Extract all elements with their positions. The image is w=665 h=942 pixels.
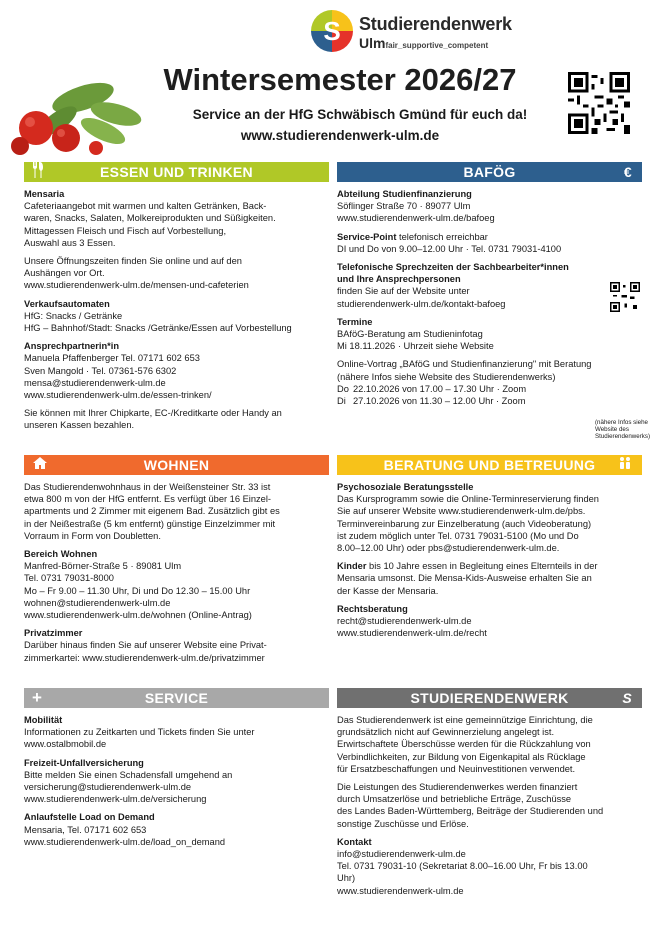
logo-circle-icon <box>311 10 353 52</box>
wohnen-intro-1: Das Studierendenwohnhaus in der Weißensteiner Str. 33 ist <box>24 482 271 492</box>
studierendenwerk-heading: STUDIERENDENWERK <box>410 690 569 706</box>
ansprech-web-link[interactable]: www.studierendenwerk-ulm.de/essen-trinken/ <box>24 390 212 401</box>
kinder-heading: Kinder <box>337 561 367 572</box>
sw-p2-4: sonstige Zuschüsse und Erlöse. <box>337 818 469 829</box>
oeffnung-text-1: Unsere Öffnungszeiten finden Sie online und auf den <box>24 256 242 267</box>
ansprech-text-1: Manuela Pfaffenberger Tel. 07171 602 653 <box>24 353 200 364</box>
kontakt-heading: Kontakt <box>337 836 372 847</box>
kontakt-text-tel-2: Uhr) <box>337 873 356 884</box>
bafoeg-section <box>337 162 651 440</box>
sw-p1-5: für Ersatzbeschaffungen und Neuinvestitionen verwendet. <box>337 763 576 774</box>
psycho-text-5: 8.00–12.00 Uhr) oder pbs@studierendenwerk-ulm.de. <box>337 543 560 554</box>
studierendenwerk-content <box>337 714 642 897</box>
beratung-section <box>337 455 642 639</box>
termine-text-1: BAföG-Beratung am Studieninfotag <box>337 329 483 340</box>
termine-text-2: Mi 18.11.2026 · Uhrzeit siehe Website <box>337 341 494 352</box>
online-date-2: Di 27.10.2026 von 11.30 – 12.00 Uhr · Zoom <box>337 396 526 407</box>
unfall-email-link[interactable]: versicherung@studierendenwerk-ulm.de <box>24 782 192 793</box>
servicepoint-heading-rest: telefonisch erreichbar <box>396 231 488 242</box>
psycho-text-3: Terminvereinbarung zur Einzelberatung (auch Videoberatung) <box>337 518 592 529</box>
svg-text:S: S <box>323 16 341 46</box>
wohnen-intro-4: in der Neißestraße (5 km entfernt) günstige Einzelzimmer mit <box>24 518 276 529</box>
brand-line1: Studierendenwerk <box>359 14 512 34</box>
essen-heading-bar <box>24 162 329 182</box>
tomato-basil-image <box>8 76 148 156</box>
zahlen-text-2: unseren Kassen bezahlen. <box>24 420 135 431</box>
online-note: (nähere Infos siehe Website des Studierendenwerks) <box>595 419 651 440</box>
service-section <box>24 688 329 848</box>
bereich-text-2: Tel. 0731 79031-8000 <box>24 573 114 584</box>
page-subtitle: Service an der HfG Schwäbisch Gmünd für euch da! <box>192 107 528 122</box>
kontakt-text-tel: Tel. 0731 79031-10 (Sekretariat 8.00–16.00 Uhr, Fr bis 13.00 <box>337 861 588 872</box>
load-link[interactable]: www.studierendenwerk-ulm.de/load_on_demand <box>24 836 226 847</box>
psycho-text-4: ist zudem möglich unter Tel. 0731 79031-5100 (Mo und Do <box>337 530 579 541</box>
people-icon <box>618 455 632 475</box>
euro-icon: € <box>623 164 632 180</box>
telsprech-heading-2: und Ihre Ansprechpersonen <box>337 274 461 285</box>
brand-line2: Ulmfair_supportive_competent <box>359 35 489 51</box>
kinder-text-2: Mensaria umsonst. Die Mensa-Kids-Ausweise erhalten Sie an <box>337 573 592 584</box>
telsprech-link[interactable]: studierendenwerk-ulm.de/kontakt-bafoeg <box>337 298 506 309</box>
bafoeg-content <box>337 188 651 440</box>
wohnen-heading: WOHNEN <box>143 457 210 473</box>
sw-p1-2: grundsätzlich nicht auf Gewinnerzielung angelegt ist. <box>337 727 555 738</box>
beratung-content <box>337 481 642 639</box>
brand-tagline: fair_supportive_competent <box>385 41 489 50</box>
essen-heading: ESSEN UND TRINKEN <box>100 164 253 180</box>
abt-heading: Abteilung Studienfinanzierung <box>337 189 472 199</box>
kinder-text-1: Kinder bis 10 Jahre essen in Begleitung eines Elternteils in der <box>337 561 598 572</box>
sw-p1-4: Verbindlichkeiten, zur Bildung von Eigenkapital als Rücklage <box>337 751 586 762</box>
home-icon <box>32 455 48 475</box>
oeffnung-link[interactable]: www.studierendenwerk-ulm.de/mensen-und-cafeterien <box>24 280 249 291</box>
bereich-text-1: Manfred-Börner-Straße 5 · 89081 Ulm <box>24 561 182 572</box>
telsprech-heading-1: Telefonische Sprechzeiten der Sachbearbeiter*innen <box>337 262 569 273</box>
wohnen-content <box>24 481 329 664</box>
zahlen-text-1: Sie können mit Ihrer Chipkarte, EC-/Kreditkarte oder Handy an <box>24 408 282 419</box>
kinder-text-3: der Kasse der Mensaria. <box>337 585 439 596</box>
header-website-link[interactable]: www.studierendenwerk-ulm.de <box>240 128 440 143</box>
sw-p2-1: Die Leistungen des Studierendenwerkes werden finanziert <box>337 782 578 793</box>
privat-heading: Privatzimmer <box>24 628 83 639</box>
qr-code-icon <box>568 72 630 134</box>
sw-p2-3: des Landes Baden-Württemberg, Beiträge der Studierenden und <box>337 806 604 817</box>
service-heading-bar <box>24 688 329 708</box>
abt-text-1: Söflinger Straße 70 · 89077 Ulm <box>337 201 471 212</box>
mensaria-text-2: waren, Snacks, Salaten, Molkereiprodukten und Süßigkeiten. <box>24 213 276 224</box>
sw-p2-2: durch Umsatzerlöse und betriebliche Erträge, Zuschüsse <box>337 794 572 805</box>
mensaria-text-1: Cafeteriaangebot mit warmen und kalten Getränken, Back- <box>24 201 267 212</box>
load-text-1: Mensaria, Tel. 07171 602 653 <box>24 824 147 835</box>
unfall-text-1: Bitte melden Sie einen Schadensfall umgehend an <box>24 769 233 780</box>
telsprech-text-1: finden Sie auf der Website unter <box>337 286 470 297</box>
wohnen-section <box>24 455 329 664</box>
privat-text-2: zimmerkartei: www.studierendenwerk-ulm.de/privatzimmer <box>24 652 265 663</box>
studierendenwerk-section <box>337 688 642 897</box>
service-content <box>24 714 329 848</box>
abt-link[interactable]: www.studierendenwerk-ulm.de/bafoeg <box>337 213 495 224</box>
online-text-2: (nähere Infos siehe Website des Studierendenwerks) <box>337 371 556 382</box>
wohnen-intro-5: Vorraum in Form von Doubletten. <box>24 530 161 541</box>
psycho-text-2: Sie auf unserer Website www.studierendenwerk-ulm.de/pbs. <box>337 506 586 517</box>
s-logo-icon: S <box>622 690 632 706</box>
servicepoint-line <box>337 231 642 243</box>
privat-text-1: Darüber hinaus finden Sie auf unserer Website eine Privat- <box>24 640 267 651</box>
recht-heading: Rechtsberatung <box>337 603 408 614</box>
kontakt-web-link[interactable]: www.studierendenwerk-ulm.de <box>337 885 464 896</box>
termine-heading: Termine <box>337 316 373 327</box>
unfall-web-link[interactable]: www.studierendenwerk-ulm.de/versicherung <box>24 794 207 805</box>
wohnen-intro-2: etwa 800 m von der HfG entfernt. Es verfügt über 16 Einzel- <box>24 494 272 505</box>
mensaria-text-4: Auswahl aus 3 Essen. <box>24 237 116 248</box>
mob-text-1: Informationen zu Zeitkarten und Tickets finden Sie unter <box>24 727 255 738</box>
kontakt-email-link[interactable]: info@studierendenwerk-ulm.de <box>337 849 466 860</box>
recht-web-link[interactable]: www.studierendenwerk-ulm.de/recht <box>337 628 487 639</box>
wohnen-intro-3: apartments und 2 Zimmer mit eigenem Bad. Zusätzlich gibt es <box>24 506 280 517</box>
automaten-heading: Verkaufsautomaten <box>24 298 110 309</box>
unfall-heading: Freizeit-Unfallversicherung <box>24 757 144 768</box>
automaten-text-2: HfG – Bahnhof/Stadt: Snacks /Getränke/Essen auf Vorbestellung <box>24 323 292 334</box>
ansprech-email-link[interactable]: mensa@studierendenwerk-ulm.de <box>24 377 166 388</box>
essen-content <box>24 188 329 432</box>
mensaria-heading: Mensaria <box>24 189 65 199</box>
bereich-heading: Bereich Wohnen <box>24 549 98 560</box>
online-text-1: Online-Vortrag „BAföG und Studienfinanzierung" mit Beratung <box>337 359 592 370</box>
page-title: Wintersemester 2026/27 <box>163 62 517 97</box>
psycho-text-1: Das Kursprogramm sowie die Online-Terminreservierung finden <box>337 494 599 505</box>
mob-link[interactable]: www.ostalbmobil.de <box>24 739 107 750</box>
recht-email-link[interactable]: recht@studierendenwerk-ulm.de <box>337 616 472 627</box>
mob-heading: Mobilität <box>24 715 63 725</box>
studierendenwerk-logo[interactable] <box>311 10 551 52</box>
mensaria-text-3: Mittagessen Fleisch und Fisch auf Vorbestellung, <box>24 225 227 236</box>
bereich-web-link[interactable]: www.studierendenwerk-ulm.de/wohnen (Online-Antrag) <box>24 610 252 621</box>
servicepoint-text: DI und Do von 9.00–12.00 Uhr · Tel. 0731 79031-4100 <box>337 243 562 254</box>
plus-icon: + <box>32 688 43 707</box>
beratung-heading-bar <box>337 455 642 475</box>
page-header <box>0 0 665 158</box>
bafoeg-heading: BAFÖG <box>463 164 516 180</box>
beratung-heading: BERATUNG UND BETREUUNG <box>383 457 596 473</box>
essen-section <box>24 162 329 432</box>
bereich-email-link[interactable]: wohnen@studierendenwerk-ulm.de <box>24 597 171 608</box>
sw-p1-1: Das Studierendenwerk ist eine gemeinnützige Einrichtung, die <box>337 715 593 725</box>
bafoeg-qr-code-icon <box>610 282 640 312</box>
load-heading: Anlaufstelle Load on Demand <box>24 812 155 823</box>
bafoeg-heading-bar <box>337 162 642 182</box>
cutlery-icon <box>32 162 44 182</box>
ansprech-heading: Ansprechpartnerin*in <box>24 341 120 352</box>
psycho-heading: Psychosoziale Beratungsstelle <box>337 482 474 492</box>
ansprech-text-2: Sven Mangold · Tel. 07361-576 6302 <box>24 365 177 376</box>
sw-p1-3: Erwirtschaftete Überschüsse werden für die Rückzahlung von <box>337 739 591 750</box>
servicepoint-heading: Service-Point <box>337 231 397 242</box>
bereich-text-3: Mo – Fr 9.00 – 11.30 Uhr, Di und Do 12.30 – 15.00 Uhr <box>24 585 251 596</box>
service-heading: SERVICE <box>144 690 209 706</box>
online-date-1: Do 22.10.2026 von 17.00 – 17.30 Uhr · Zoom <box>337 383 527 394</box>
automaten-text-1: HfG: Snacks / Getränke <box>24 310 123 321</box>
wohnen-heading-bar <box>24 455 329 475</box>
studierendenwerk-heading-bar <box>337 688 642 708</box>
oeffnung-text-2: Aushängen vor Ort. <box>24 268 105 279</box>
